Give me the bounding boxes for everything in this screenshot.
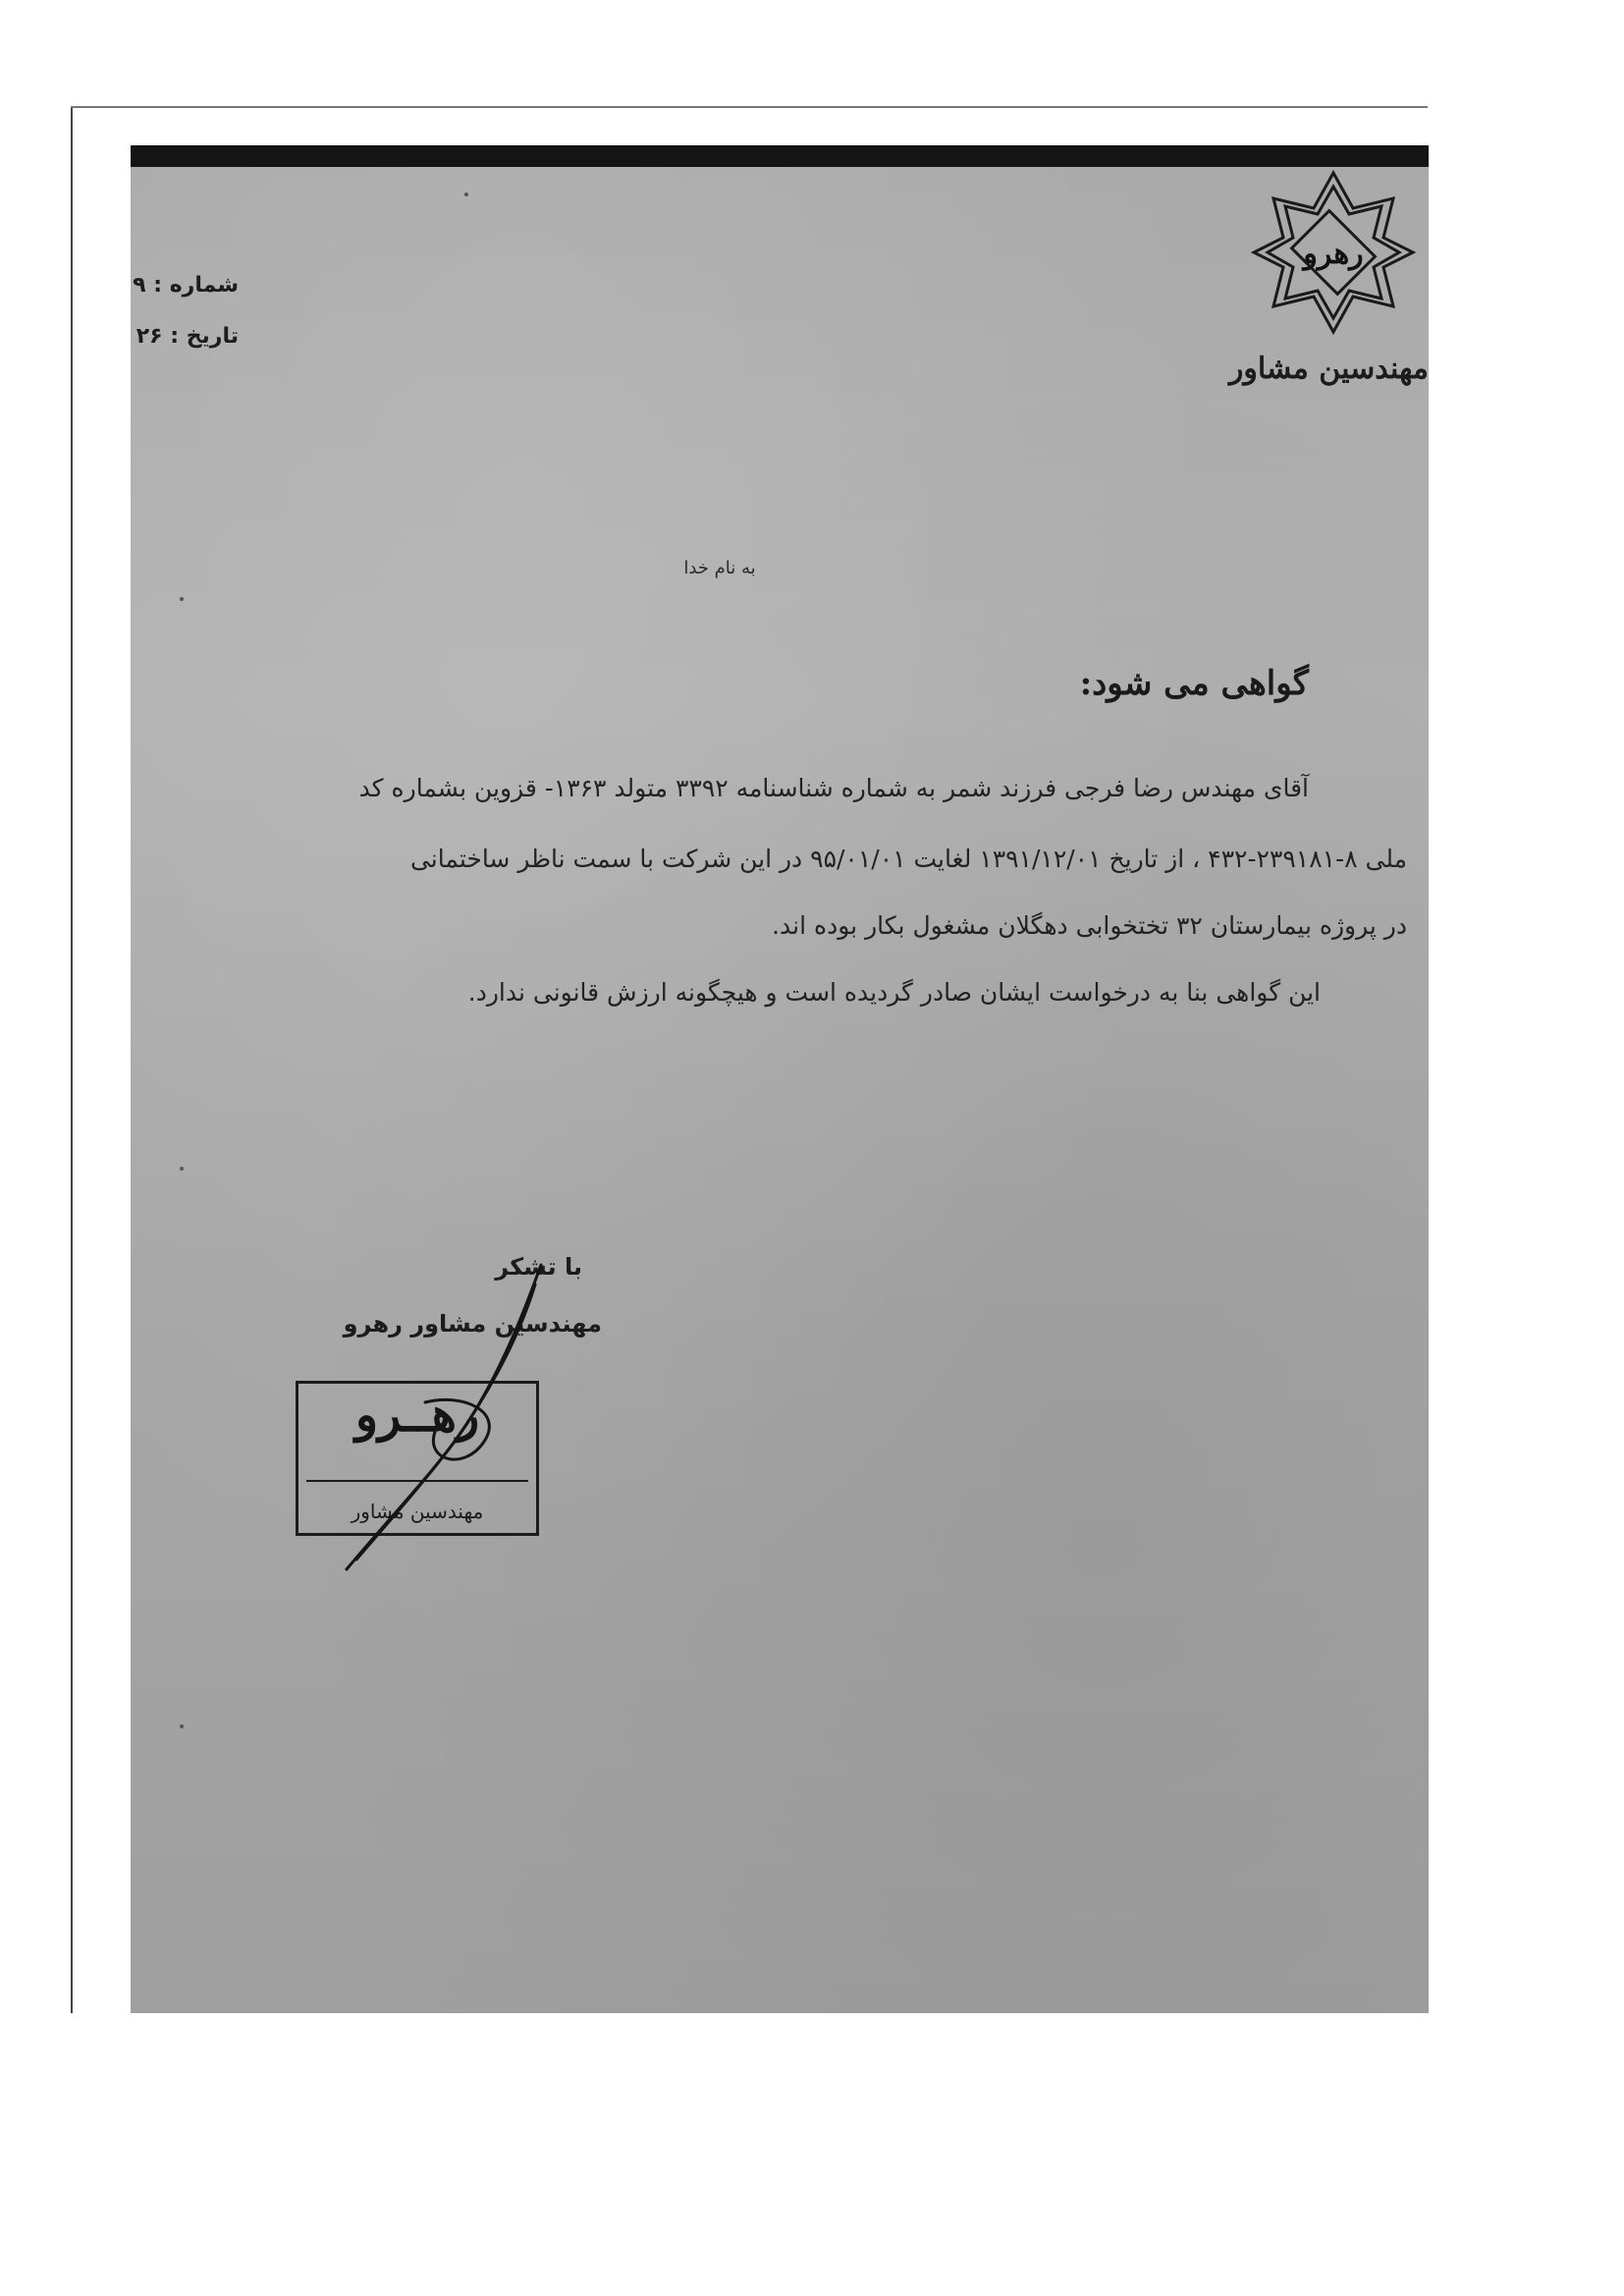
scan-frame-top-edge	[71, 106, 1428, 108]
stamp-title: رهــرو	[354, 1388, 480, 1443]
scan-speck	[464, 192, 468, 196]
company-name: مهندسین مشاور	[1228, 352, 1429, 386]
body-line: ملی ۸-۲۳۹۱۸۱-۴۳۲ ، از تاریخ ۱۳۹۱/۱۲/۰۱ لغایت ۹۵/۰۱/۰۱ در این شرکت با سمت ناظر ساختمانی	[409, 845, 1407, 873]
bismillah: به نام خدا	[683, 558, 756, 578]
body-line: در پروژه بیمارستان ۳۲ تختخوابی دهگلان مشغول بکار بوده اند.	[772, 911, 1407, 940]
letter-number: شماره : ۹	[133, 273, 239, 298]
signature	[278, 1245, 592, 1599]
scan-frame-left-edge	[71, 106, 73, 2013]
company-logo	[1250, 169, 1417, 336]
body-line: این گواهی بنا به درخواست ایشان صادر گردیده است و هیچگونه ارزش قانونی ندارد.	[467, 978, 1321, 1007]
stamp-subtitle: مهندسین مشاور	[351, 1500, 484, 1523]
scan-speck	[180, 1724, 184, 1728]
letter-date: تاریخ : ۲۶	[135, 324, 239, 349]
closing-thanks: با تشکر	[495, 1253, 582, 1281]
letterhead-bar	[131, 145, 1429, 167]
certificate-heading: گواهی می شود:	[1079, 664, 1309, 703]
logo-text: رهرو	[1303, 237, 1364, 271]
body-line: آقای مهندس رضا فرجی فرزند شمر به شماره شناسنامه ۳۳۹۲ متولد ۱۳۶۳- قزوین بشماره کد	[358, 774, 1309, 802]
scan-speck	[180, 597, 184, 601]
scan-speck	[180, 1167, 184, 1171]
letter-page	[131, 145, 1429, 2013]
closing-company: مهندسین مشاور رهرو	[343, 1310, 602, 1338]
